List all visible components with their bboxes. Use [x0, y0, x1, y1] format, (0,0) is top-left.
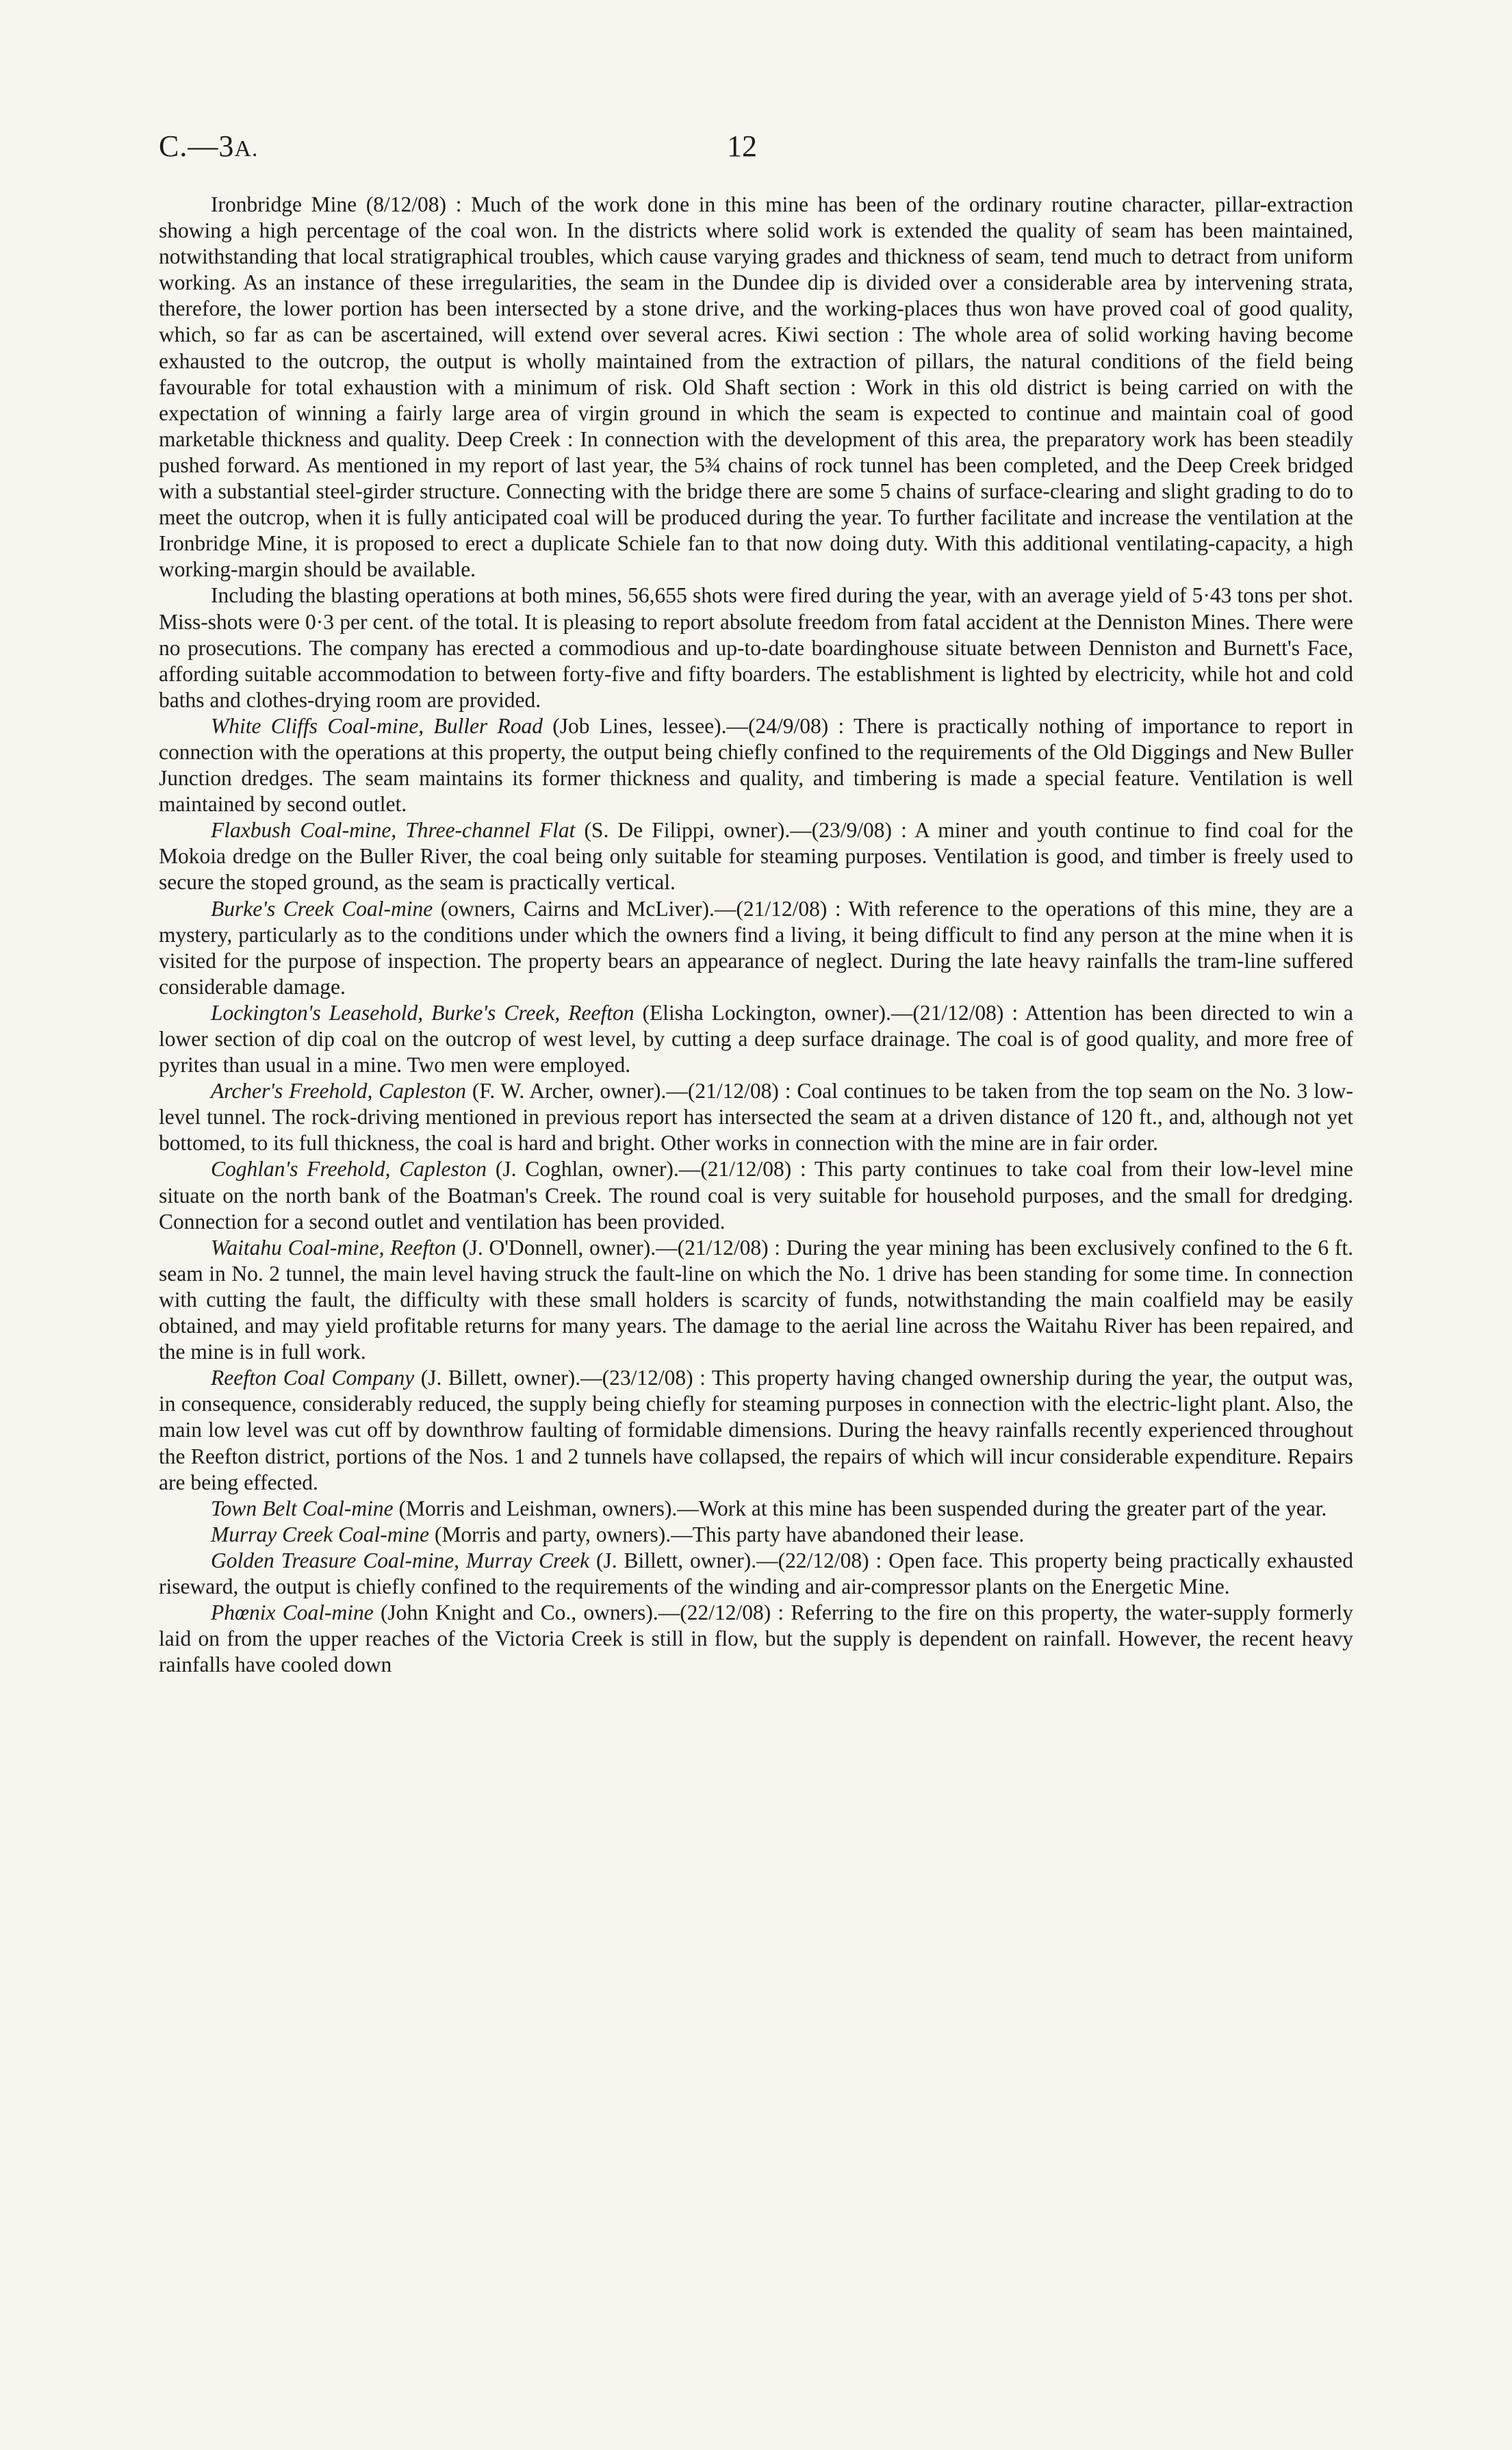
paragraph — [159, 713, 1353, 817]
paragraph-text: (Elisha Lockington, owner).—(21/12/08) : Attention has been directed to win a lower section of dip coal on the outcrop of west level, by cutting a deep surface drainage. The coal is of good quality, and more free of pyrites than usual in a mine. Two men were employed. — [159, 1000, 1354, 1077]
paragraph — [159, 1078, 1353, 1156]
paragraph-title: Waitahu Coal-mine, Reefton — [211, 1235, 457, 1260]
paragraph-title: Lockington's Leasehold, Burke's Creek, Reefton — [211, 1000, 635, 1025]
paragraph — [159, 192, 1353, 583]
paragraph — [159, 1000, 1353, 1078]
paragraph — [159, 1235, 1353, 1365]
paragraph-text: (John Knight and Co., owners).—(22/12/08) : Referring to the fire on this property, the water-supply formerly laid on from the upper reaches of the Victoria Creek is still in flow, but the supply is dependent on rainfall. However, the recent heavy rainfalls have cooled down — [159, 1600, 1353, 1677]
document-reference-suffix: A. — [234, 136, 259, 162]
paragraph-title: Reefton Coal Company — [211, 1366, 415, 1390]
paragraph-text: (F. W. Archer, owner).—(21/12/08) : Coal continues to be taken from the top seam on the No. 3 low-level tunnel. The rock-driving mentioned in previous report has intersected the seam at a driven distance of 120 ft., and, although not yet bottomed, to its full thickness, the coal is hard and bright. Other works in connection with the mine are in fair order. — [159, 1079, 1353, 1156]
document-reference — [159, 129, 258, 164]
document-reference-main: C.—3 — [159, 129, 235, 163]
paragraph-text: Ironbridge Mine (8/12/08) : Much of the work done in this mine has been of the ordinary routine character, pillar-extraction showing a high percentage of the coal won. In the districts where solid work is extended the quality of seam has been maintained, notwithstanding that local stratigraphical troubles, which cause varying grades and thickness of seam, tend much to detract from uniform working. As an instance of these irregularities, the seam in the Dundee dip is divided over a considerable area by intervening strata, therefore, the lower portion has been intersected by a stone drive, and the working-places thus won have proved coal of good quality, which, so far as can be ascertained, will extend over several acres. Kiwi section : The whole area of solid working having become exhausted to the outcrop, the output is wholly maintained from the extraction of pillars, the natural conditions of the field being favourable for total exhaustion with a minimum of risk. Old Shaft section : Work in this old district is being carried on with the expectation of winning a fairly large area of virgin ground in which the seam is expected to continue and maintain coal of good marketable thickness and quality. Deep Creek : In connection with the development of this area, the preparatory work has been steadily pushed forward. As mentioned in my report of last year, the 5¾ chains of rock tunnel has been completed, and the Deep Creek bridged with a substantial steel-girder structure. Connecting with the bridge there are some 5 chains of surface-clearing and slight grading to do to meet the outcrop, when it is fully anticipated coal will be produced during the year. To further facilitate and increase the ventilation at the Ironbridge Mine, it is proposed to erect a duplicate Schiele fan to that now doing duty. With this additional ventilating-capacity, a high working-margin should be available. — [159, 192, 1353, 582]
paragraph-text: Including the blasting operations at both mines, 56,655 shots were fired during the year, with an average yield of 5·43 tons per shot. Miss-shots were 0·3 per cent. of the total. It is pleasing to report absolute freedom from fatal accident at the Denniston Mines. There were no prosecutions. The company has erected a commodious and up-to-date boardinghouse situate between Denniston and Burnett's Face, affording suitable accommodation to between forty-five and fifty boarders. The establishment is lighted by electricity, while hot and cold baths and clothes-drying room are provided. — [159, 583, 1353, 712]
paragraph — [159, 817, 1353, 895]
paragraph — [159, 1365, 1353, 1495]
paragraph — [159, 1156, 1353, 1234]
paragraph-text: (J. Billett, owner).—(22/12/08) : Open face. This property being practically exhausted riseward, the output is chiefly confined to the requirements of the winding and air-compressor plants on the Energetic Mine. — [159, 1548, 1353, 1598]
paragraph-text: (S. De Filippi, owner).—(23/9/08) : A miner and youth continue to find coal for the Mokoia dredge on the Buller River, the coal being only suitable for steaming purposes. Ventilation is good, and timber is freely used to secure the stoped ground, as the seam is practically vertical. — [159, 818, 1353, 895]
paragraph — [159, 1496, 1353, 1522]
paragraph-title: Coghlan's Freehold, Capleston — [211, 1157, 487, 1182]
paragraph-text: (Morris and party, owners).—This party have abandoned their lease. — [429, 1522, 1025, 1546]
paragraph-text: (Job Lines, lessee).—(24/9/08) : There is practically nothing of importance to report in connection with the operations at this property, the output being chiefly confined to the requirements of the Old Diggings and New Buller Junction dredges. The seam maintains its former thickness and quality, and timbering is made a special feature. Ventilation is well maintained by second outlet. — [159, 713, 1353, 817]
paragraph-title: Flaxbush Coal-mine, Three-channel Flat — [211, 818, 576, 843]
paragraph-text: (J. O'Donnell, owner).—(21/12/08) : During the year mining has been exclusively confined to the 6 ft. seam in No. 2 tunnel, the main level having struck the fault-line on which the No. 1 drive has been standing for some time. In connection with cutting the fault, the difficulty with these small holders is scarcity of funds, notwithstanding the main coalfield may be easily obtained, and may yield profitable returns for many years. The damage to the aerial line across the Waitahu River has been repaired, and the mine is in full work. — [159, 1235, 1353, 1364]
paragraph-text: (Morris and Leishman, owners).—Work at this mine has been suspended during the greater part of the year. — [393, 1496, 1327, 1520]
paragraph-title: Murray Creek Coal-mine — [211, 1522, 430, 1546]
paragraph-title: White Cliffs Coal-mine, Buller Road — [211, 713, 543, 738]
paragraph-title: Town Belt Coal-mine — [211, 1496, 394, 1520]
paragraph-title: Golden Treasure Coal-mine, Murray Creek — [211, 1548, 590, 1572]
paragraph-title: Burke's Creek Coal-mine — [211, 896, 433, 921]
paragraph — [159, 1548, 1353, 1600]
paragraph-text: (owners, Cairns and McLiver).—(21/12/08) : With reference to the operations of this mine, they are a mystery, particularly as to the conditions under which the owners find a living, it being difficult to find any person at the mine when it is visited for the purpose of inspection. The property bears an appearance of neglect. During the late heavy rainfalls the tram-line suffered considerable damage. — [159, 896, 1353, 999]
paragraph — [159, 583, 1353, 713]
paragraph — [159, 896, 1353, 1000]
report-body — [159, 192, 1353, 1678]
paragraph — [159, 1600, 1353, 1678]
page-number: 12 — [727, 129, 757, 163]
paragraph — [159, 1522, 1353, 1548]
paragraph-title: Phœnix Coal-mine — [211, 1600, 374, 1625]
paragraph-text: (J. Coghlan, owner).—(21/12/08) : This party continues to take coal from their low-level mine situate on the north bank of the Boatman's Creek. The round coal is very suitable for household purposes, and the small for dredging. Connection for a second outlet and ventilation has been provided. — [159, 1157, 1353, 1234]
paragraph-text: (J. Billett, owner).—(23/12/08) : This property having changed ownership during the year, the output was, in consequence, considerably reduced, the supply being chiefly for steaming purposes in connection with the electric-light plant. Also, the main low level was cut off by downthrow faulting of formidable dimensions. During the heavy rainfalls recently experienced throughout the Reefton district, portions of the Nos. 1 and 2 tunnels have collapsed, the repairs of which will incur considerable expenditure. Repairs are being effected. — [159, 1366, 1353, 1494]
paragraph-title: Archer's Freehold, Capleston — [211, 1079, 466, 1103]
page-header — [0, 129, 1512, 177]
